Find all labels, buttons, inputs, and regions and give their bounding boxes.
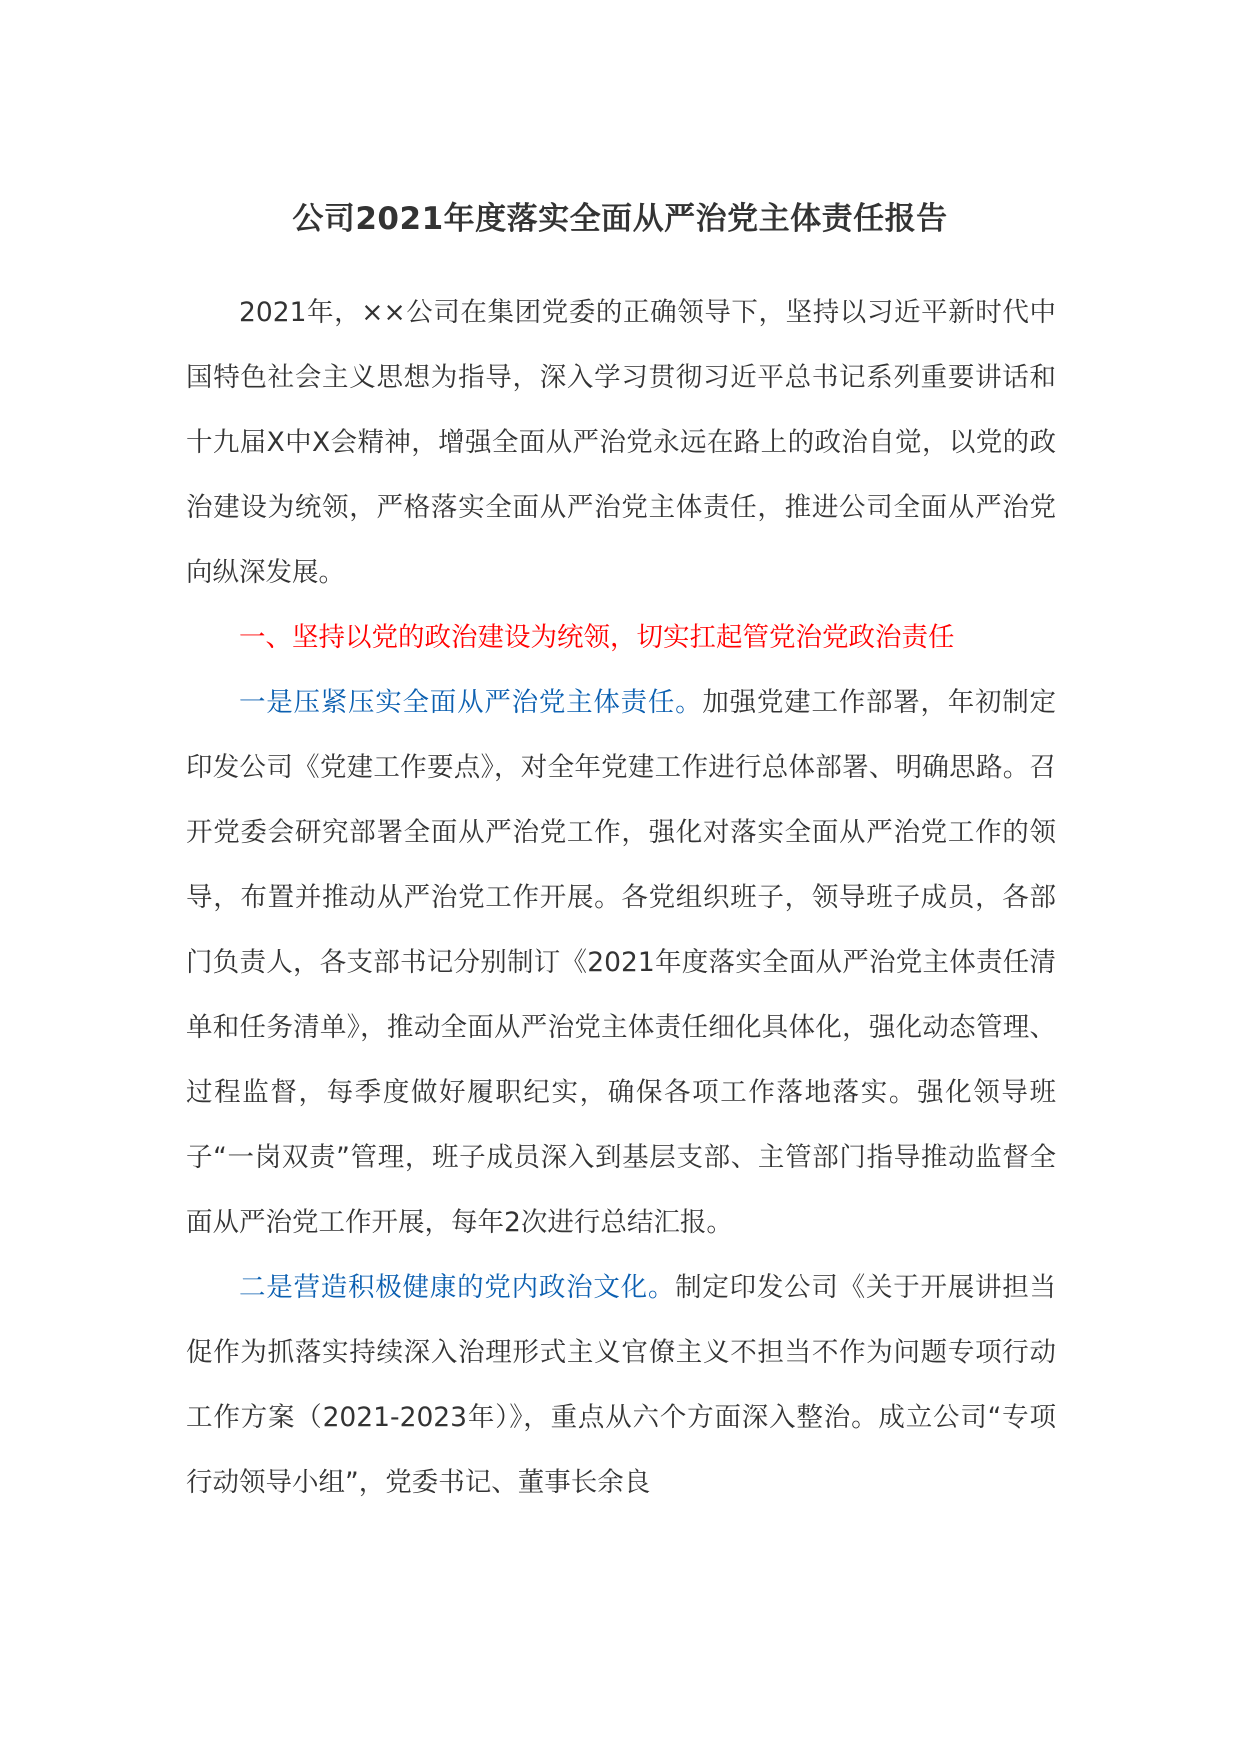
- item-text-2: 制定印发公司《关于开展讲担当促作为抓落实持续深入治理形式主义官僚主义不担当不作为问题专项行动工作方案（2021-2023年）》，重点从六个方面深入整治。成立公司“专项行动领导小组”，党委书记、董事长余良: [186, 1272, 1057, 1498]
- item-lead-1: 一是压紧压实全面从严治党主体责任。: [239, 687, 703, 718]
- intro-paragraph: 2021年，××公司在集团党委的正确领导下，坚持以习近平新时代中国特色社会主义思想为指导，深入学习贯彻习近平总书记系列重要讲话和十九届X中X会精神，增强全面从严治党永远在路上的政治自觉，以党的政治建设为统领，严格落实全面从严治党主体责任，推进公司全面从严治党向纵深发展。: [186, 297, 1056, 588]
- item-lead-2: 二是营造积极健康的党内政治文化。: [239, 1272, 676, 1303]
- item-paragraph-1: [186, 670, 1056, 1255]
- item-paragraph-2: [186, 1255, 1056, 1515]
- document-body: [186, 280, 1056, 1515]
- document-title: 公司2021年度落实全面从严治党主体责任报告: [292, 201, 948, 237]
- section-heading: 一、坚持以党的政治建设为统领，切实扛起管党治党政治责任: [239, 622, 955, 653]
- item-text-1: 加强党建工作部署，年初制定印发公司《党建工作要点》，对全年党建工作进行总体部署、明确思路。召开党委会研究部署全面从严治党工作，强化对落实全面从严治党工作的领导，布置并推动从严治党工作开展。各党组织班子，领导班子成员，各部门负责人，各支部书记分别制订《2021年度落实全面从严治党主体责任清单和任务清单》，推动全面从严治党主体责任细化具体化，强化动态管理、过程监督，每季度做好履职纪实，确保各项工作落地落实。强化领导班子“一岗双责”管理，班子成员深入到基层支部、主管部门指导推动监督全面从严治党工作开展，每年2次进行总结汇报。: [186, 687, 1057, 1238]
